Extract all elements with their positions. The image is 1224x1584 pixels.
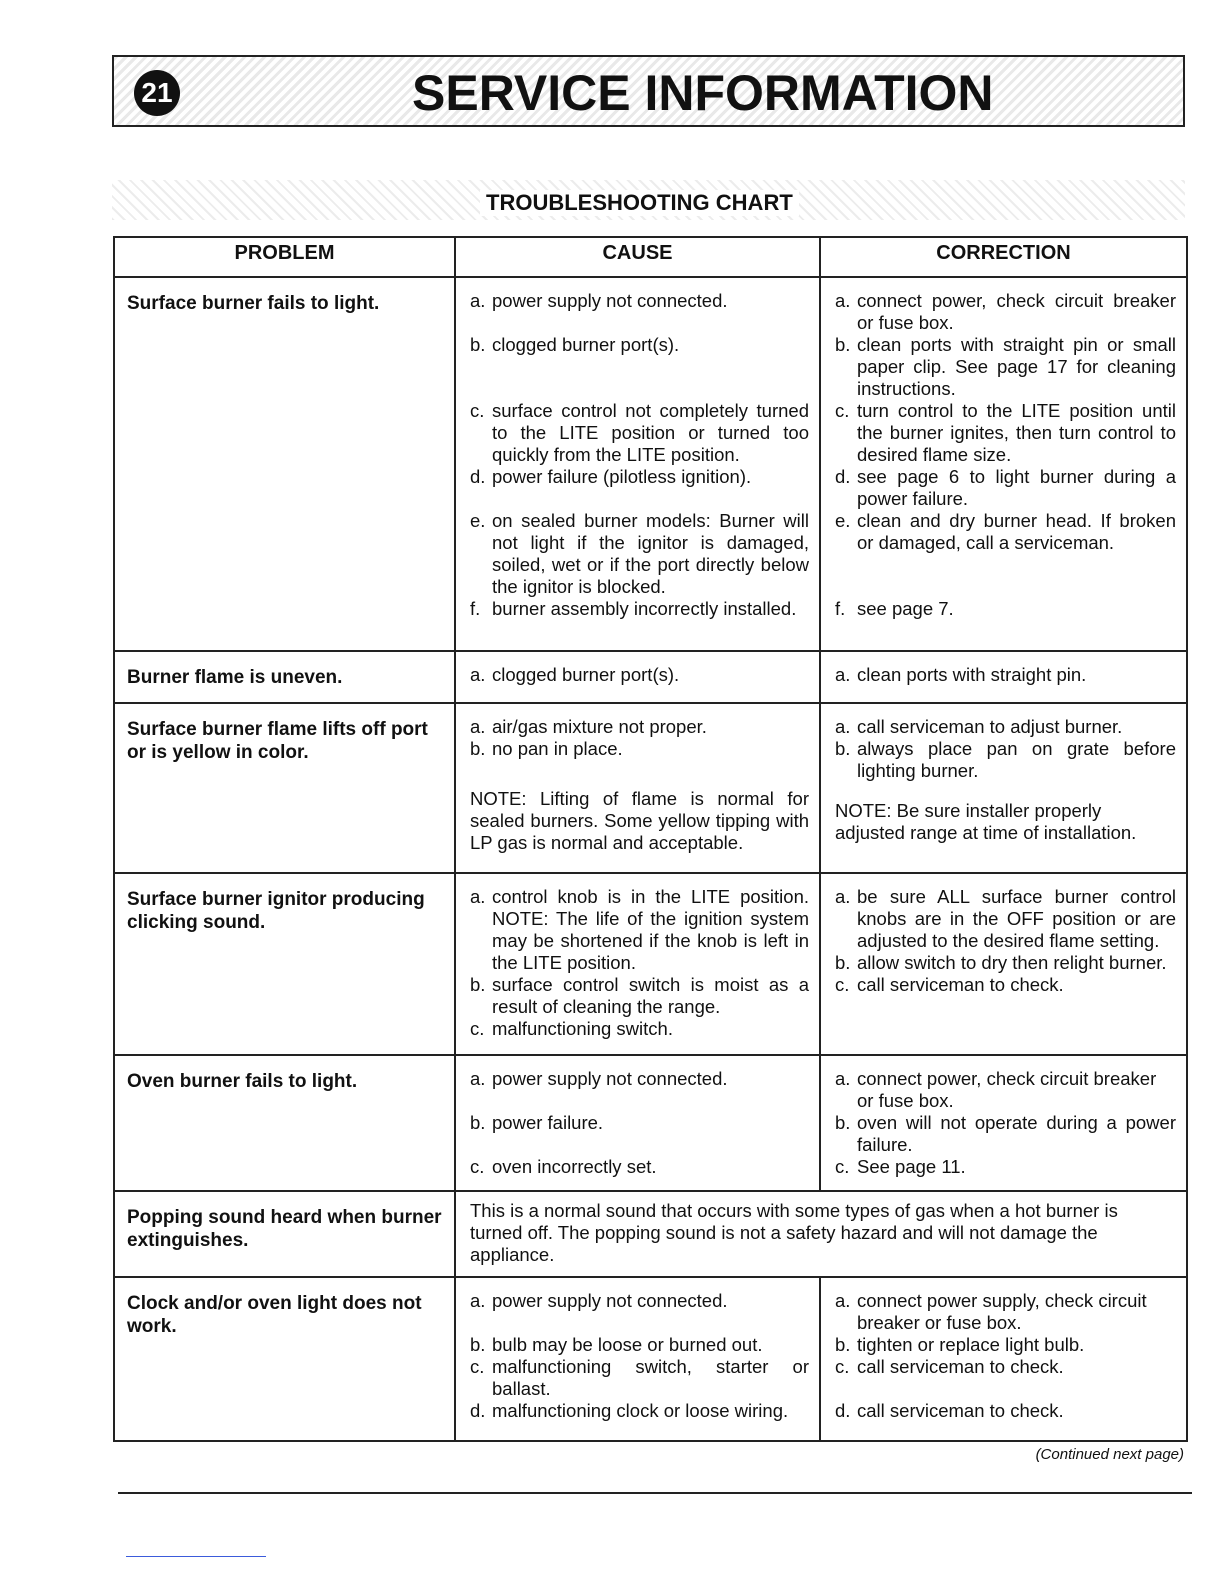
list-item: a. clogged burner port(s). xyxy=(470,664,680,685)
list-item: d. call serviceman to check. xyxy=(835,1400,1064,1421)
problem-cell: Oven burner fails to light. xyxy=(114,1055,455,1191)
list-item: c. call serviceman to check. xyxy=(835,974,1064,995)
table-row xyxy=(114,873,1187,1055)
correction-cell xyxy=(820,1277,1187,1441)
table-row xyxy=(114,651,1187,703)
list-item: a. be sure ALL surface burner control knobs are in the OFF position or are adjusted to the desired flame setting. xyxy=(835,886,1176,951)
list-item: b. surface control switch is moist as a result of cleaning the range. xyxy=(470,974,809,1017)
list-item: c. surface control not completely turned to the LITE position or turned too quickly from the LITE position. xyxy=(470,400,809,465)
list-item: a. power supply not connected. xyxy=(470,1068,728,1089)
table-row xyxy=(114,1191,1187,1277)
correction-cell xyxy=(820,873,1187,1055)
column-header-cause: CAUSE xyxy=(455,237,820,277)
list-item: c. turn control to the LITE position until the burner ignites, then turn control to desired flame size. xyxy=(835,400,1176,465)
cause-cell xyxy=(455,1277,820,1441)
list-item: b. no pan in place. xyxy=(470,738,623,759)
list-item: e. on sealed burner models: Burner will not light if the ignitor is damaged, soiled, wet or if the port directly below the ignitor is blocked. xyxy=(470,510,809,597)
problem-cell: Surface burner ignitor producing clicking sound. xyxy=(114,873,455,1055)
table-header-row xyxy=(114,237,1187,277)
troubleshooting-table xyxy=(113,236,1188,1442)
list-item: c. call serviceman to check. xyxy=(835,1356,1064,1377)
list-item: b. clogged burner port(s). xyxy=(470,334,680,355)
combined-cell: This is a normal sound that occurs with some types of gas when a hot burner is turned off. The popping sound is not a safety hazard and will not damage the appliance. xyxy=(455,1191,1187,1277)
problem-cell: Surface burner fails to light. xyxy=(114,277,455,651)
correction-note: NOTE: Be sure installer properly adjusted range at time of installation. xyxy=(835,800,1137,843)
list-item: b. clean ports with straight pin or small paper clip. See page 17 for cleaning instructions. xyxy=(835,334,1176,399)
list-item: a. power supply not connected. xyxy=(470,290,728,311)
chart-title: TROUBLESHOOTING CHART xyxy=(480,190,799,216)
cause-cell xyxy=(455,873,820,1055)
list-item: a. control knob is in the LITE position. NOTE: The life of the ignition system may be shortened if the knob is left in the LITE position. xyxy=(470,886,809,973)
link-underline xyxy=(126,1556,266,1557)
table-row xyxy=(114,277,1187,651)
list-item: f. see page 7. xyxy=(835,598,954,619)
list-item: b. tighten or replace light bulb. xyxy=(835,1334,1085,1355)
list-item: d. see page 6 to light burner during a power failure. xyxy=(835,466,1176,509)
list-item: a. call serviceman to adjust burner. xyxy=(835,716,1123,737)
footer-divider xyxy=(118,1492,1192,1494)
list-item: a. air/gas mixture not proper. xyxy=(470,716,707,737)
problem-cell: Surface burner flame lifts off port or is yellow in color. xyxy=(114,703,455,873)
list-item: b. allow switch to dry then relight burner. xyxy=(835,952,1167,973)
correction-cell xyxy=(820,277,1187,651)
correction-cell xyxy=(820,703,1187,873)
header-banner xyxy=(112,55,1185,127)
list-item: d. power failure (pilotless ignition). xyxy=(470,466,752,487)
list-item: c. malfunctioning switch. xyxy=(470,1018,673,1039)
list-item: a. connect power supply, check circuit breaker or fuse box. xyxy=(835,1290,1147,1333)
cause-note: NOTE: Lifting of flame is normal for sealed burners. Some yellow tipping with LP gas is normal and acceptable. xyxy=(470,788,809,853)
list-item: a. connect power, check circuit breaker or fuse box. xyxy=(835,1068,1157,1111)
list-item: c. See page 11. xyxy=(835,1156,966,1177)
list-item: f. burner assembly incorrectly installed. xyxy=(470,598,797,619)
correction-cell xyxy=(820,651,1187,703)
column-header-correction: CORRECTION xyxy=(820,237,1187,277)
problem-cell: Burner flame is uneven. xyxy=(114,651,455,703)
correction-cell xyxy=(820,1055,1187,1191)
list-item: b. always place pan on grate before lighting burner. xyxy=(835,738,1176,781)
page-title: SERVICE INFORMATION xyxy=(412,65,994,121)
continued-note: (Continued next page) xyxy=(1035,1446,1184,1463)
table-row xyxy=(114,1277,1187,1441)
list-item: b. power failure. xyxy=(470,1112,604,1133)
list-item: b. bulb may be loose or burned out. xyxy=(470,1334,763,1355)
list-item: e. clean and dry burner head. If broken or damaged, call a serviceman. xyxy=(835,510,1176,553)
list-item: a. connect power, check circuit breaker or fuse box. xyxy=(835,290,1176,333)
list-item: b. oven will not operate during a power failure. xyxy=(835,1112,1176,1155)
list-item: c. malfunctioning switch, starter or ballast. xyxy=(470,1356,809,1399)
cause-cell xyxy=(455,277,820,651)
problem-cell: Popping sound heard when burner extinguishes. xyxy=(114,1191,455,1277)
cause-cell xyxy=(455,651,820,703)
cause-cell xyxy=(455,703,820,873)
column-header-problem: PROBLEM xyxy=(114,237,455,277)
table-row xyxy=(114,1055,1187,1191)
section-number-badge: 21 xyxy=(134,70,180,116)
problem-cell: Clock and/or oven light does not work. xyxy=(114,1277,455,1441)
list-item: d. malfunctioning clock or loose wiring. xyxy=(470,1400,789,1421)
list-item: a. power supply not connected. xyxy=(470,1290,728,1311)
cause-cell xyxy=(455,1055,820,1191)
list-item: c. oven incorrectly set. xyxy=(470,1156,657,1177)
table-row xyxy=(114,703,1187,873)
list-item: a. clean ports with straight pin. xyxy=(835,664,1087,685)
